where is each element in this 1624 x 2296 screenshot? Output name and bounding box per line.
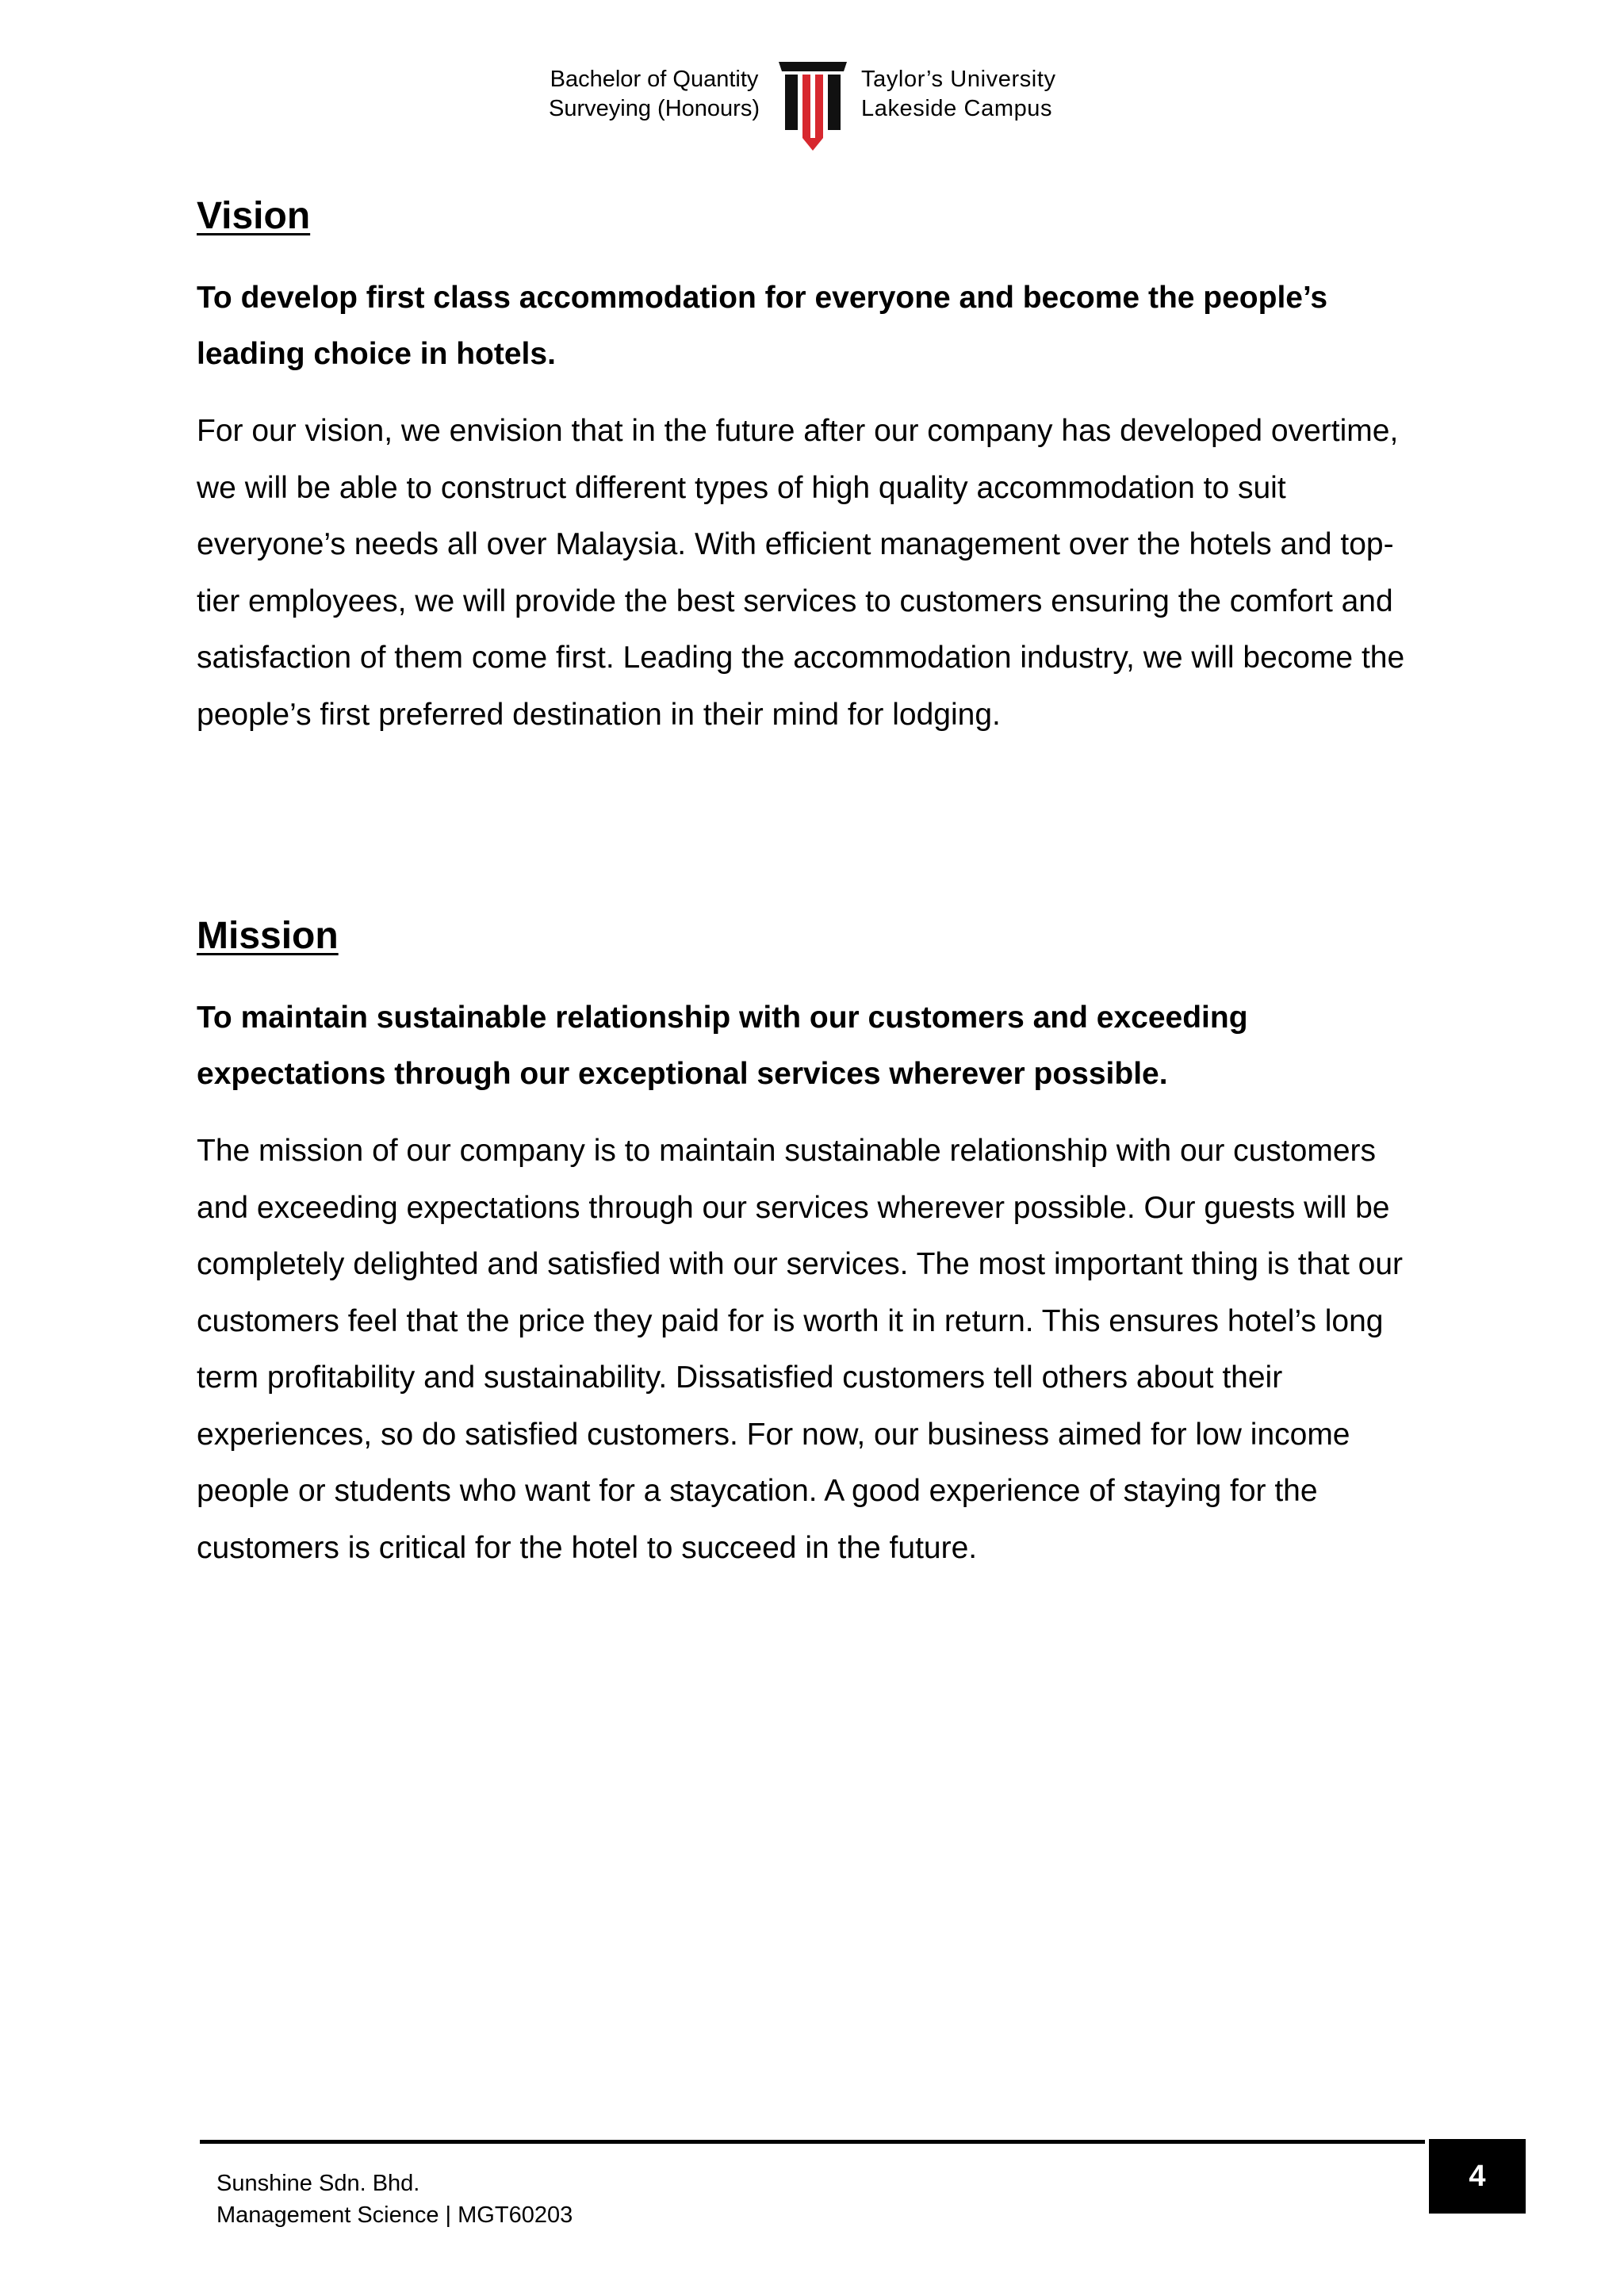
taylors-university-logo-icon	[777, 57, 848, 152]
vision-body: For our vision, we envision that in the future after our company has developed overtime, we will be able to construct different types of high quality accommodation to suit everyone’s needs all over Malaysia. With efficient management over the hotels and top-tier employees, we will provide the best services to customers ensuring the comfort and satisfaction of them come first. Leading the accommodation industry, we will become the people’s first preferred destination in their mind for lodging.	[197, 414, 1405, 732]
mission-statement: To maintain sustainable relationship with our customers and exceeding expectations through our exceptional services wherever possible.	[197, 1001, 1248, 1091]
header-programme-line2: Surveying (Honours)	[549, 96, 760, 121]
page-number	[1429, 2139, 1526, 2214]
vision-heading: Vision	[197, 195, 311, 237]
footer-company: Sunshine Sdn. Bhd.	[216, 2171, 420, 2196]
mission-body: The mission of our company is to maintain sustainable relationship with our customers and exceeding expectations through our services wherever possible. Our guests will be completely delighted and satisfied with our services. The most important thing is that our customers feel that the price they paid for is worth it in return. This ensures hotel’s long term profitability and sustainability. Dissatisfied customers tell others about their experiences, so do satisfied customers. For now, our business aimed for low income people or students who want for a staycation. A good experience of staying for the customers is critical for the hotel to succeed in the future.	[197, 1134, 1404, 1565]
page-footer	[216, 2168, 573, 2231]
footer-course: Management Science | MGT60203	[216, 2202, 573, 2228]
page-number-value: 4	[1469, 2159, 1486, 2193]
header-programme-line1: Bachelor of Quantity	[550, 67, 759, 92]
footer-divider	[200, 2140, 1425, 2144]
page-header	[0, 65, 1624, 152]
vision-section	[197, 189, 1434, 743]
mission-heading: Mission	[197, 915, 339, 957]
header-programme	[549, 65, 760, 124]
header-university-line2: Lakeside Campus	[861, 96, 1053, 121]
vision-statement: To develop first class accommodation for everyone and become the people’s leading choice in hotels.	[197, 281, 1328, 371]
mission-section	[197, 909, 1434, 1576]
header-university-line1: Taylor’s University	[861, 67, 1056, 92]
header-university	[861, 65, 1056, 124]
